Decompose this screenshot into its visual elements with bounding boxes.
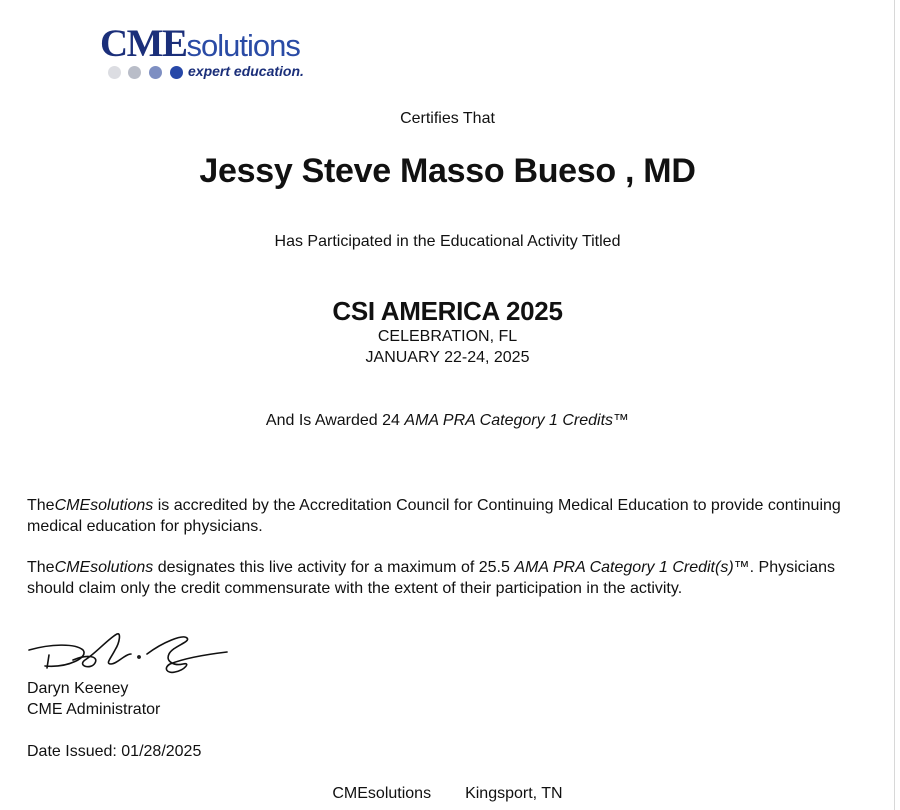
participation-statement: Has Participated in the Educational Activity Titled	[274, 233, 621, 250]
credits-awarded-credit: AMA PRA Category 1 Credits™	[404, 412, 630, 429]
footer-city: Kingsport, TN	[465, 785, 563, 802]
date-issued: Date Issued: 01/28/2025	[27, 743, 202, 760]
administrator-signature	[25, 630, 230, 678]
accreditation-text: is accredited by the Accreditation Council for Continuing Medical Education to provide continuing medical education for physicians.	[27, 497, 841, 535]
footer-org: CMEsolutions	[332, 785, 432, 802]
footer	[0, 785, 895, 803]
logo-tagline: expert education.	[188, 63, 304, 79]
designation-credit: AMA PRA Category 1 Credit(s)™	[514, 559, 750, 576]
logo-dots	[108, 66, 188, 80]
logo-dot	[149, 66, 162, 79]
signatory-name: Daryn Keeney	[27, 680, 129, 697]
designation-suffix: . Physicians should claim only the credit commensurate with the extent of their participation in the activity.	[27, 559, 836, 597]
certifies-heading: Certifies That	[400, 110, 495, 127]
accreditation-prefix: The	[27, 497, 55, 514]
signatory-title: CME Administrator	[27, 701, 161, 718]
credits-awarded	[0, 412, 895, 430]
activity-dates: JANUARY 22-24, 2025	[365, 349, 530, 366]
credits-awarded-prefix: And Is Awarded 24	[265, 412, 405, 429]
recipient-name: Jessy Steve Masso Bueso , MD	[199, 152, 696, 190]
logo-dot	[108, 66, 121, 79]
designation-prefix: The	[27, 559, 55, 576]
logo-wordmark	[100, 22, 300, 68]
cmesolutions-logo	[100, 22, 330, 84]
logo-dot	[170, 66, 183, 79]
logo-dot	[128, 66, 141, 79]
designation-text: designates this live activity for a maximum of 25.5	[153, 559, 515, 576]
logo-wordmark-bold: CME	[100, 22, 187, 65]
activity-title: CSI AMERICA 2025	[332, 296, 563, 326]
accreditation-org: CMEsolutions	[54, 497, 154, 514]
designation-statement	[27, 557, 882, 599]
designation-org: CMEsolutions	[54, 559, 154, 576]
accreditation-statement	[27, 495, 882, 537]
activity-location: CELEBRATION, FL	[377, 328, 518, 345]
logo-wordmark-light: solutions	[186, 28, 300, 63]
